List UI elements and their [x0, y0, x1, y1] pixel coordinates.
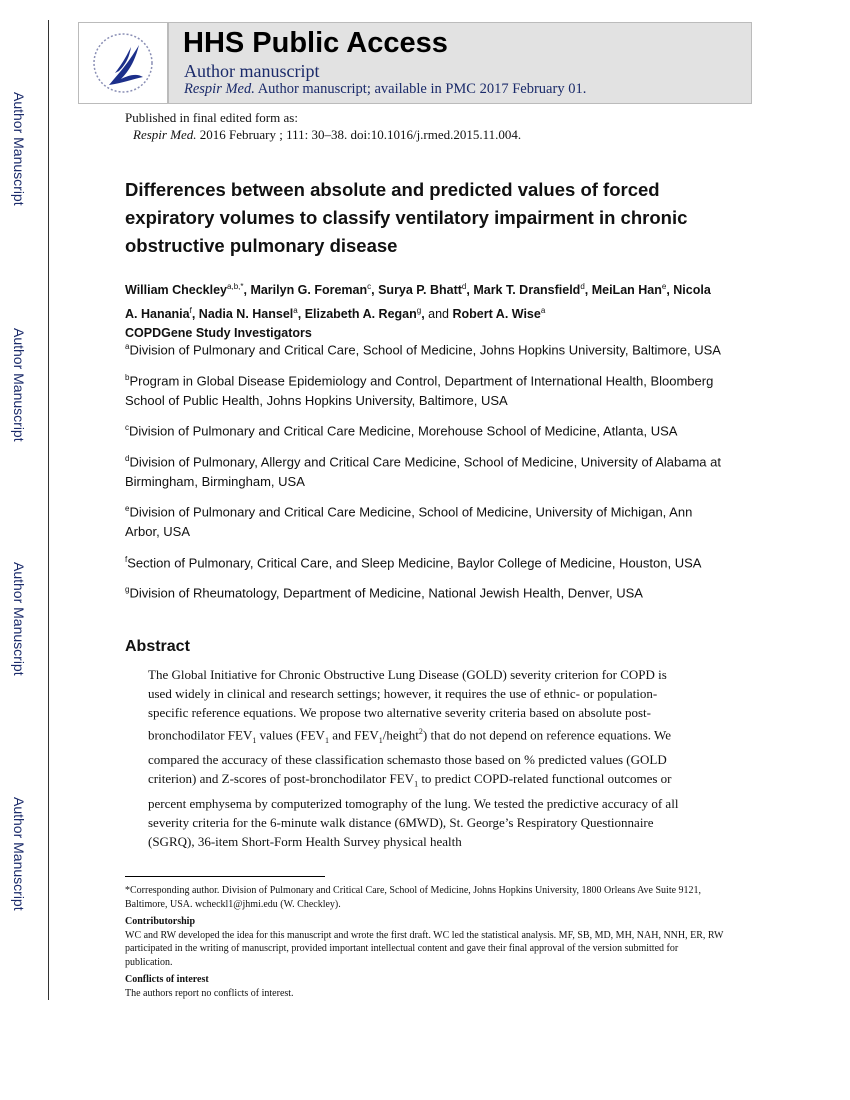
side-label-text: Author Manuscript	[11, 562, 27, 676]
side-label	[11, 562, 45, 722]
affiliation-marker: f	[125, 554, 128, 564]
author-affiliation-marker: e	[661, 282, 667, 291]
citation-text: Author manuscript; available in PMC 2017 February 01.	[254, 81, 587, 97]
footnotes	[125, 884, 725, 1004]
affiliation-marker: b	[125, 372, 130, 382]
affiliation-marker: d	[125, 453, 130, 463]
author-list	[125, 277, 725, 344]
author-affiliation-marker: a,b,*	[227, 282, 244, 291]
affiliation	[125, 550, 725, 573]
margin-rule	[48, 20, 49, 1000]
doi-link[interactable]: 2016 February ; 111: 30–38. doi:10.1016/j.rmed.2015.11.004.	[196, 127, 522, 142]
affiliation-marker: e	[125, 504, 130, 514]
affiliations	[125, 337, 725, 611]
side-label-text: Author Manuscript	[11, 92, 27, 206]
affiliation-text: Division of Pulmonary, Allergy and Critical Care Medicine, School of Medicine, University of Alabama at Birmingham, Birmingham, USA	[125, 454, 721, 489]
side-label-text: Author Manuscript	[11, 797, 27, 911]
published-citation	[125, 126, 521, 143]
hhs-logo-icon	[79, 23, 169, 103]
affiliation-text: Division of Pulmonary and Critical Care Medicine, Morehouse School of Medicine, Atlanta, USA	[129, 423, 678, 439]
affiliation-text: Division of Rheumatology, Department of Medicine, National Jewish Health, Denver, USA	[129, 585, 643, 601]
author-name: MeiLan Han	[591, 283, 662, 298]
study-group: COPDGene Study Investigators	[125, 326, 312, 341]
header-citation	[184, 81, 586, 98]
hhs-header	[78, 22, 752, 104]
corresponding-author-note: *Corresponding author. Division of Pulmonary and Critical Care, School of Medicine, Johns Hopkins University, 1800 Orleans Ave Suite 9121, Baltimore, USA. wcheckl1@jhmi.edu (W. Checkley).	[125, 885, 702, 910]
authors: William Checkley$^{a,b,*}$, Marilyn G. Foreman$^c$, Surya P. Bhatt$^d$, Mark T. Dransfield$^d$, MeiLan Han$^e$, Nicola A. Hanania$^f$, Nadia N. Hansel$^a$, Elizabeth A. Regan$^g$, and Robert A. Wise$^a$	[125, 282, 711, 321]
author-name: Surya P. Bhatt	[378, 283, 462, 298]
affiliation	[125, 418, 725, 441]
side-label	[11, 328, 45, 488]
affiliation-marker: a	[125, 342, 130, 351]
journal-name: Respir Med.	[133, 127, 197, 142]
author-affiliation-marker: d	[580, 282, 585, 291]
author-affiliation-marker: c	[367, 282, 372, 291]
contributorship-heading: Contributorship	[125, 916, 196, 927]
affiliation-marker: c	[125, 423, 129, 433]
author-affiliation-marker: a	[293, 305, 298, 315]
hhs-title: HHS Public Access	[183, 27, 448, 59]
author-name: Nicola A. Hanania	[125, 283, 711, 321]
side-label	[11, 92, 45, 252]
footnote-rule	[125, 876, 325, 877]
published-label: Published in final edited form as:	[125, 110, 298, 125]
author-name: Elizabeth A. Regan	[304, 306, 417, 321]
article-title: Differences between absolute and predicted values of forced expiratory volumes to classify ventilatory impairment in chronic obstructive pulmonary disease	[125, 179, 688, 256]
abstract-text: The Global Initiative for Chronic Obstructive Lung Disease (GOLD) severity criterion for COPD is used widely in clinical and research settings; however, it requires the use of ethnic- or population-specific reference equations. We propose two alternative severity criteria based on absolute post-bronchodilator $FEV_1$ values ($FEV_1$ and $FEV_1/height^2$) that do not depend on reference equations. We compared the accuracy of these classification schemasto those based on % predicted values (GOLD criterion) and Z-scores of post-bronchodilator $FEV_1$ to predict COPD-related functional outcomes or percent emphysema by computerized tomography of the lung. We tested the predictive accuracy of all severity criteria for the 6-minute walk distance (6MWD), St. George’s Respiratory Questionnaire (SGRQ), 36-item Short-Form Health Survey physical health	[148, 667, 679, 849]
author-affiliation-marker: a	[540, 305, 546, 315]
affiliation-text: Division of Pulmonary and Critical Care Medicine, School of Medicine, University of Michigan, Ann Arbor, USA	[125, 504, 693, 540]
author-name: Marilyn G. Foreman	[250, 283, 368, 298]
contributorship: Contributorship WC and RW developed the idea for this manuscript and wrote the first draft. WC led the statistical analysis. MF, SB, MD, MH, NAH, NNH, ER, RW participated in the writing of manuscript, provided important intellectual content and gave their final approval of the version submitted for publication.	[125, 916, 724, 968]
journal-name: Respir Med.	[184, 81, 255, 97]
affiliation-marker: g	[125, 585, 130, 595]
side-label-text: Author Manuscript	[11, 328, 27, 442]
affiliation	[125, 449, 725, 491]
affiliation	[125, 580, 725, 603]
author-name: Mark T. Dransfield	[473, 283, 581, 298]
published-info	[125, 109, 521, 143]
side-label	[11, 797, 45, 957]
conflicts-of-interest: Conflicts of interest The authors report no conflicts of interest.	[125, 973, 725, 1000]
affiliation-text: Program in Global Disease Epidemiology and Control, Department of International Health, Bloomberg School of Public Health, Johns Hopkins University, Baltimore, USA	[125, 373, 714, 408]
affiliation-text: Section of Pulmonary, Critical Care, and Sleep Medicine, Baylor College of Medicine, Houston, USA	[127, 554, 702, 570]
affiliation-text: Division of Pulmonary and Critical Care, School of Medicine, Johns Hopkins University, Baltimore, USA	[129, 342, 721, 358]
abstract-heading: Abstract	[125, 638, 190, 655]
header-subtitle: Author manuscript	[184, 61, 320, 81]
author-affiliation-marker: g	[416, 305, 422, 315]
affiliation	[125, 368, 725, 410]
author-affiliation-marker: d	[461, 282, 467, 291]
author-name: Robert A. Wise	[452, 306, 541, 321]
affiliation	[125, 337, 725, 360]
author-name: William Checkley	[125, 283, 228, 298]
author-affiliation-marker: f	[189, 305, 192, 315]
coi-heading: Conflicts of interest	[125, 974, 209, 985]
affiliation	[125, 499, 725, 541]
author-name: Nadia N. Hansel	[198, 306, 294, 321]
